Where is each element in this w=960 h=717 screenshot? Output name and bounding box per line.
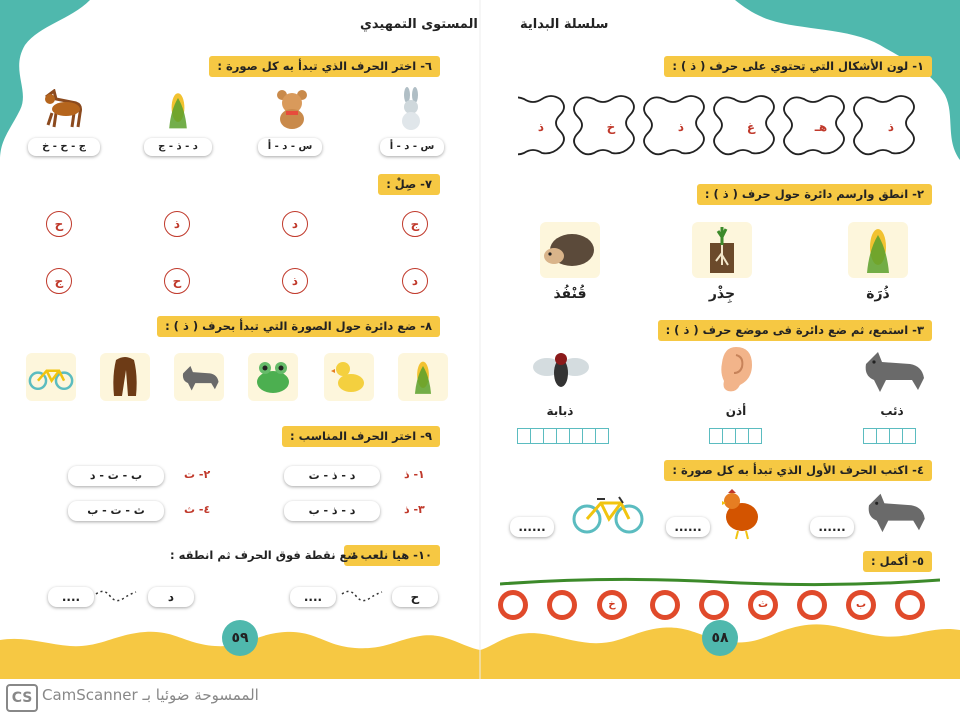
- corn-icon[interactable]: [398, 353, 448, 401]
- shape-letter: ذ: [537, 120, 545, 134]
- dotted-trail-icon: [340, 588, 384, 608]
- wolf-icon: [858, 486, 930, 536]
- corn-icon: [164, 88, 192, 132]
- bicycle-icon[interactable]: [26, 353, 76, 401]
- bicycle-icon: [570, 490, 646, 536]
- ex7-top-letter[interactable]: ذ: [164, 211, 190, 237]
- letter-boxes-dhubaba[interactable]: [518, 428, 609, 444]
- ear-icon: [712, 344, 760, 396]
- exercise-3-title: ٣- استمع، ثم ضع دائرة فى موضع حرف ( ذ ) :: [658, 320, 932, 341]
- tomato-1[interactable]: [895, 590, 925, 620]
- ex10-blank[interactable]: ....: [48, 587, 94, 607]
- word-udhun: أذن: [725, 404, 747, 418]
- exercise-2-title: ٢- انطق وارسم دائرة حول حرف ( ذ ) :: [697, 184, 932, 205]
- chicken-icon: [716, 486, 766, 542]
- tomato-9[interactable]: [498, 590, 528, 620]
- tomato-7[interactable]: خ: [597, 590, 627, 620]
- letter-boxes-udhun[interactable]: [710, 428, 762, 444]
- duckling-icon[interactable]: [324, 353, 374, 401]
- ex10-letter: ح: [392, 587, 438, 607]
- ex7-bottom-letter[interactable]: ح: [164, 268, 190, 294]
- word-dhubaba: ذبابة: [546, 404, 574, 418]
- exercise-7-title: ٧- صِلْ :: [378, 174, 440, 195]
- ex9-choices[interactable]: د - ذ - ت: [284, 466, 380, 486]
- tomato-6[interactable]: [650, 590, 680, 620]
- ex7-bottom-letter[interactable]: ذ: [282, 268, 308, 294]
- tomato-2[interactable]: ب: [846, 590, 876, 620]
- exercise-6-title: ٦- اختر الحرف الذي تبدأ به كل صورة :: [209, 56, 440, 77]
- exercise-10-instruction: ضع نقطة فوق الحرف ثم انطقه :: [170, 548, 359, 562]
- exercise-10-title: ١٠- هيا نلعب :: [344, 545, 440, 566]
- word-dhib: ذئب: [880, 404, 904, 418]
- ex9-choices[interactable]: د - ذ - ب: [284, 501, 380, 521]
- ex9-choices[interactable]: ب - ت - د: [68, 466, 164, 486]
- exercise-5-title: ٥- أكمل :: [863, 551, 932, 572]
- frog-icon[interactable]: [248, 353, 298, 401]
- ex7-bottom-letter[interactable]: ج: [46, 268, 72, 294]
- ex9-number: ١- ذ: [404, 468, 425, 481]
- exercise-4-title: ٤- اكتب الحرف الأول الذي تبدأ به كل صورة :: [664, 460, 932, 481]
- ex7-top-letter[interactable]: د: [282, 211, 308, 237]
- ex9-number: ٤- ث: [184, 503, 211, 516]
- vine-line: [500, 576, 940, 590]
- ex6-option[interactable]: د - ذ - ج: [144, 138, 212, 156]
- fly-icon: [530, 344, 592, 396]
- scanned-with-label: الممسوحة ضوئيا بـ: [142, 686, 259, 704]
- shape-letter: هـ: [814, 120, 828, 134]
- level-title: المستوى التمهيدي: [360, 17, 478, 32]
- tomato-3[interactable]: [797, 590, 827, 620]
- shape-letter: ذ: [677, 120, 685, 134]
- teddy-bear-icon: [274, 88, 310, 130]
- wavy-shapes: [518, 95, 938, 163]
- answer-blank[interactable]: ......: [510, 517, 554, 537]
- dotted-trail-icon: [94, 588, 138, 608]
- root-icon: [692, 222, 752, 278]
- ex9-number: ٢- ت: [184, 468, 211, 481]
- camscanner-text: [42, 686, 259, 704]
- ex10-letter: د: [148, 587, 194, 607]
- answer-blank[interactable]: ......: [810, 517, 854, 537]
- ex6-option[interactable]: س - د - أ: [380, 138, 444, 156]
- ex7-top-letter[interactable]: ح: [46, 211, 72, 237]
- hair-icon[interactable]: [100, 353, 150, 401]
- series-title: سلسلة البداية: [520, 17, 609, 32]
- ex9-number: ٣- ذ: [404, 503, 425, 516]
- ex6-option[interactable]: ج - ح - خ: [28, 138, 100, 156]
- corn-icon: [848, 222, 908, 278]
- wolf-icon: [856, 344, 928, 396]
- ex6-option[interactable]: س - د - أ: [258, 138, 322, 156]
- exercise-8-title: ٨- ضع دائرة حول الصورة التي تبدأ بحرف ( ذ ) :: [157, 316, 440, 337]
- letter-boxes-dhib[interactable]: [864, 428, 916, 444]
- ex10-blank[interactable]: ....: [290, 587, 336, 607]
- tomato-5[interactable]: [699, 590, 729, 620]
- page-number-left: ٥٩: [222, 620, 258, 656]
- ex7-top-letter[interactable]: ج: [402, 211, 428, 237]
- word-qunfudh: قُنْفُذ: [553, 286, 587, 302]
- ex9-choices[interactable]: ث - ت - ب: [68, 501, 164, 521]
- hedgehog-icon: [540, 222, 600, 278]
- exercise-1-title: ١- لون الأشكال التي تحتوي على حرف ( ذ ) :: [664, 56, 932, 77]
- wolf-icon[interactable]: [174, 353, 224, 401]
- camscanner-logo: CS: [6, 684, 38, 712]
- page-number-right: ٥٨: [702, 620, 738, 656]
- rabbit-icon: [396, 86, 426, 132]
- tomato-4[interactable]: ث: [748, 590, 778, 620]
- tomato-8[interactable]: [547, 590, 577, 620]
- ex7-bottom-letter[interactable]: د: [402, 268, 428, 294]
- shape-letter: ذ: [887, 120, 895, 134]
- word-dhura: ذُرَة: [866, 286, 890, 302]
- shape-letter: خ: [606, 120, 616, 134]
- exercise-9-title: ٩- اختر الحرف المناسب :: [282, 426, 440, 447]
- answer-blank[interactable]: ......: [666, 517, 710, 537]
- word-jidhr: جِذْر: [708, 286, 736, 302]
- shape-letter: غ: [746, 120, 756, 134]
- camscanner-brand: CamScanner: [42, 686, 138, 704]
- horse-icon: [40, 88, 86, 130]
